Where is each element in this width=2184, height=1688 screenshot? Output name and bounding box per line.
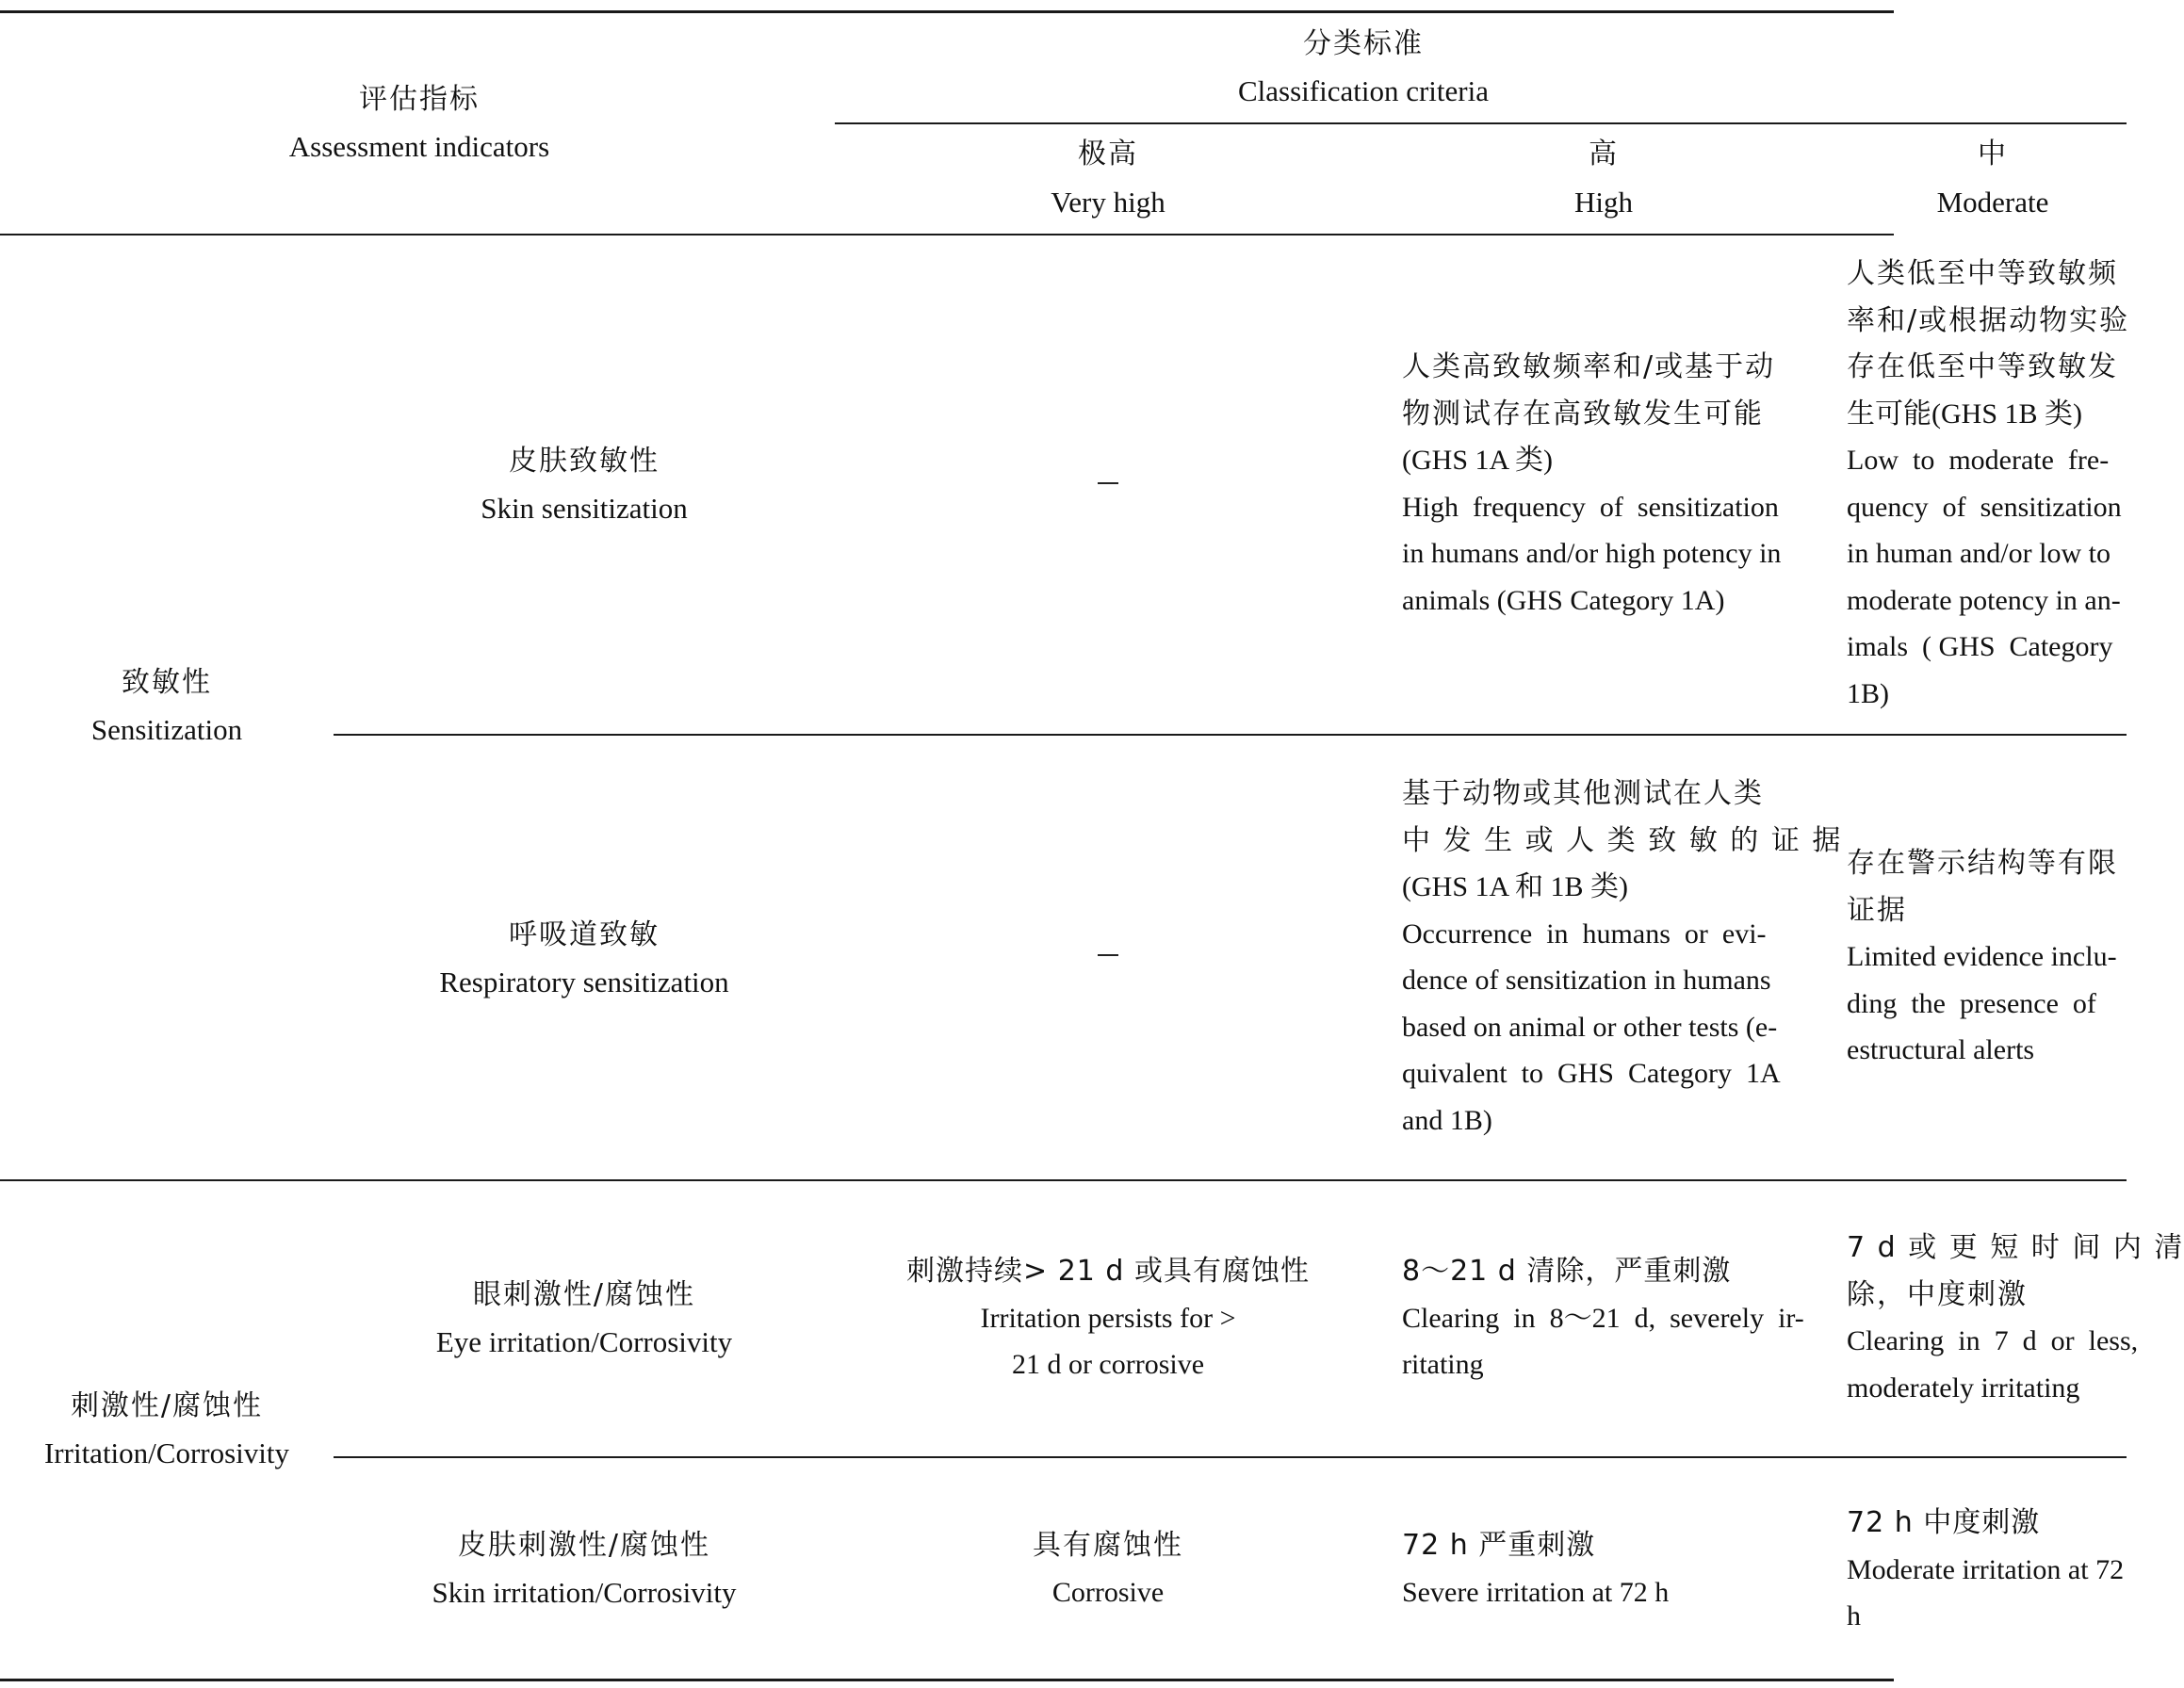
criteria-header-zh: 分类标准 — [1303, 27, 1424, 60]
level-very-high-zh: 极高 — [1078, 138, 1138, 170]
level-very-high-en: Very high — [1051, 186, 1165, 219]
group-label-zh: 致敏性 — [122, 666, 212, 699]
very-high-criterion-text: 具有腐蚀性 Corrosive — [1033, 1529, 1183, 1608]
level-high-zh: 高 — [1589, 138, 1619, 170]
level-moderate-zh: 中 — [1978, 138, 2008, 170]
indicator-label-en: Skin irritation/Corrosivity — [432, 1576, 737, 1609]
table-bottom-rule — [0, 1679, 1894, 1681]
high-criterion-text: 人类高致敏频率和/或基于动 物测试存在高致敏发生可能 (GHS 1A 类) High frequency of sensitization in humans and/or high potency in animals (GHS Category 1A) — [1402, 350, 1782, 616]
not-applicable-dash — [1098, 954, 1118, 956]
high-criterion-text: 8～21 d 清除，严重刺激 Clearing in 8～21 d, severely ir- ritating — [1402, 1255, 1804, 1380]
group-label-en: Irritation/Corrosivity — [43, 1436, 290, 1469]
indicator-header-zh: 评估指标 — [359, 83, 480, 116]
group-divider-rule — [0, 1179, 2127, 1181]
very-high-criterion-text: 刺激持续> 21 d 或具有腐蚀性 Irritation persists for > 21 d or corrosive — [906, 1255, 1310, 1380]
group-label-en: Sensitization — [90, 713, 243, 746]
table-top-rule — [0, 10, 1894, 13]
indicator-label-zh: 皮肤刺激性/腐蚀性 — [457, 1529, 711, 1562]
header-bottom-rule — [0, 234, 1894, 235]
criteria-header-en: Classification criteria — [1238, 74, 1489, 107]
sensitization-row-divider — [334, 734, 2127, 736]
moderate-criterion-text: 存在警示结构等有限 证据 Limited evidence inclu- ding the presence of estructural alerts — [1847, 847, 2118, 1065]
moderate-criterion-text: 人类低至中等致敏频 率和/或根据动物实验 存在低至中等致敏发 生可能(GHS 1B 类) Low to moderate fre- quency of sensitization in human and/or low to moderate potency in an- imals ( GHS Category 1B) — [1847, 257, 2130, 709]
level-moderate-en: Moderate — [1936, 186, 2049, 219]
level-high-en: High — [1574, 186, 1633, 219]
indicator-header-en: Assessment indicators — [288, 130, 550, 163]
high-criterion-text: 72 h 严重刺激 Severe irritation at 72 h — [1402, 1529, 1670, 1608]
indicator-label-en: Eye irritation/Corrosivity — [435, 1325, 733, 1358]
indicator-label-zh: 眼刺激性/腐蚀性 — [472, 1278, 696, 1311]
moderate-criterion-text: 7 d 或 更 短 时 间 内 清 除，中度刺激 Clearing in 7 d or less, moderately irritating — [1847, 1231, 2184, 1404]
indicator-label-en: Skin sensitization — [481, 492, 688, 525]
group-label-zh: 刺激性/腐蚀性 — [70, 1389, 264, 1422]
indicator-label-en: Respiratory sensitization — [439, 966, 729, 998]
indicator-label-zh: 呼吸道致敏 — [509, 918, 660, 951]
irritation-row-divider — [334, 1456, 2127, 1458]
high-criterion-text: 基于动物或其他测试在人类 中 发 生 或 人 类 致 敏 的 证 据 (GHS 1A 和 1B 类) Occurrence in humans or evi- dence of sensitization in humans based on animal or other tests (e- quivalent to GHS Category 1A and 1B) — [1402, 777, 1843, 1136]
moderate-criterion-text: 72 h 中度刺激 Moderate irritation at 72 h — [1847, 1506, 2125, 1631]
not-applicable-dash — [1098, 482, 1118, 484]
criteria-underline-rule — [835, 122, 2127, 124]
indicator-label-zh: 皮肤致敏性 — [509, 445, 660, 478]
